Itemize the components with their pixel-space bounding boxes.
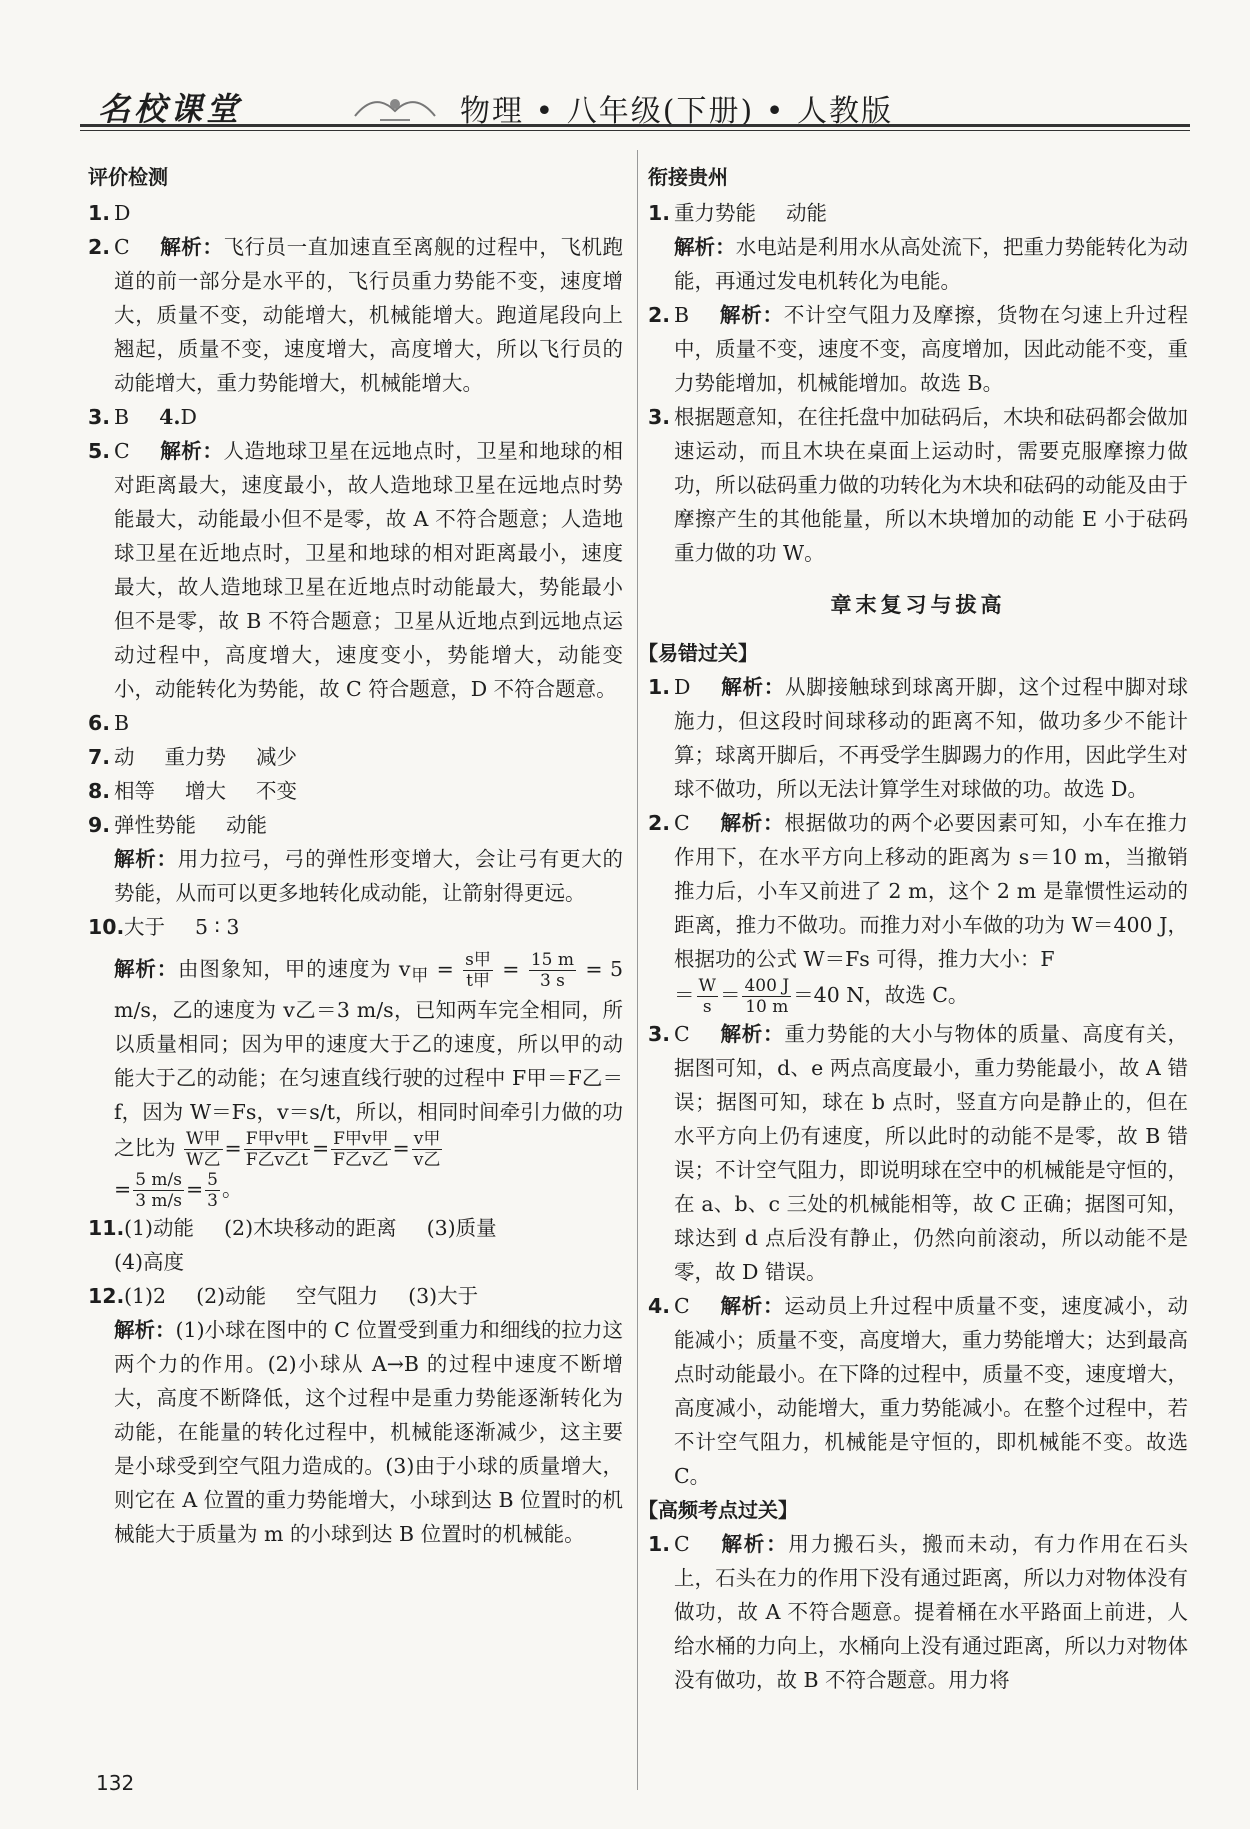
answer-item: 4. C 解析：运动员上升过程中质量不变，速度减小，动能减小；质量不变，高度增大，重力势能增大；达到最高点时动能最小。在下降的过程中，质量不变，速度增大，高度减小，动能增大，重力势能减小。在整个过程中，若不计空气阻力，机械能是守恒的，即机械能不变。故选 C。 bbox=[648, 1294, 1189, 1488]
explanation: 解析：用力拉弓，弓的弹性形变增大，会让弓有更大的势能，从而可以更多地转化成动能，让箭射得更远。 bbox=[114, 847, 624, 905]
answer-item: 10. 大于 5 ∶ 3 bbox=[88, 915, 240, 939]
answer-item: 1. C 解析：用力搬石头，搬而未动，有力作用在石头上，石头在力的作用下没有通过距离，所以力对物体没有做功，故 A 不符合题意。提着桶在水平路面上前进，人给水桶的力向上，水桶向上没有通过距离，所以力对物体没有做功，故 B 不符合题意。用力将 bbox=[648, 1532, 1188, 1692]
subsection-heading: 【易错过关】 bbox=[638, 641, 758, 665]
right-column bbox=[638, 160, 1189, 1697]
answer-item: 3. B 4.D bbox=[88, 405, 197, 429]
answer-item: 12. (1)2 (2)动能 空气阻力 (3)大于 bbox=[88, 1284, 479, 1309]
fraction: $\frac{\text{v甲}}{\text{v乙}}$ bbox=[413, 1129, 441, 1171]
fraction: $\frac{W}{s}$ bbox=[698, 976, 716, 1017]
fraction: $\frac{5 m/s}{3 m/s}$ bbox=[135, 1170, 182, 1212]
left-column bbox=[88, 160, 623, 1551]
answer-item: 1. D 解析：从脚接触球到球离开脚，这个过程中脚对球施力，但这段时间球移动的距离不知，做功多少不能计算；球离开脚后，不再受学生脚踢力的作用，因此学生对球不做功，所以无法计算学生对球做的功。故选 D。 bbox=[648, 675, 1189, 801]
column-divider bbox=[637, 150, 638, 1790]
fraction: $\frac{\text{s甲}}{\text{t甲}}$ bbox=[465, 950, 491, 991]
answer-item: 1. D bbox=[88, 201, 131, 225]
answer-item: 1. 重力势能 动能 bbox=[648, 201, 827, 225]
section-heading: 衔接贵州 bbox=[648, 165, 728, 189]
fraction: $\frac{\text{F甲v甲}}{\text{F乙v乙}}$ bbox=[333, 1129, 389, 1171]
header-title: 物理 • 八年级(下册) • 人教版 bbox=[460, 94, 893, 129]
fraction: $\frac{\text{W甲}}{\text{W乙}}$ bbox=[186, 1129, 221, 1171]
answer-item: 11. (1)动能 (2)木块移动的距离 (3)质量 bbox=[88, 1216, 497, 1241]
explanation: 解析：水电站是利用水从高处流下，把重力势能转化为动能，再通过发电机转化为电能。 bbox=[674, 235, 1188, 293]
section-heading: 评价检测 bbox=[88, 165, 168, 189]
header-rule bbox=[80, 124, 1190, 127]
answer-item: 3. C 解析：重力势能的大小与物体的质量、高度有关，据图可知，d、e 两点高度最小，重力势能最小，故 A 错误；据图可知，球在 b 点时，竖直方向是静止的，但在水平方向上仍有速度，所以此时的动能不是零，故 B 错误；不计空气阻力，即说明球在空中的机械能是守恒的，在 a、b、c 三处的机械能相等，故 C 正确；据图可知，球达到 d 点后没有静止，仍然向前滚动，所以动能不是零，故 D 错误。 bbox=[648, 1022, 1189, 1284]
fraction: $\frac{15 m}{3 s}$ bbox=[530, 950, 574, 991]
header-rule-thin bbox=[80, 130, 1190, 131]
fraction: $\frac{400 J}{10 m}$ bbox=[744, 976, 790, 1017]
subsection-heading: 【高频考点过关】 bbox=[638, 1498, 798, 1522]
chapter-title: 章末复习与拔高 bbox=[830, 592, 1006, 617]
answer-item: 8. 相等 增大 不变 bbox=[88, 779, 297, 803]
answer-item: 6. B bbox=[88, 711, 130, 735]
fraction: $\frac{\text{F甲v甲t}}{\text{F乙v乙t}}$ bbox=[245, 1129, 308, 1171]
brand-logo: 名校课堂 bbox=[98, 90, 243, 128]
explanation: 解析：(1)小球在图中的 C 位置受到重力和细线的拉力这两个力的作用。(2)小球从 A→B 的过程中速度不断增大，高度不断降低，这个过程中是重力势能逐渐转化为动能，在能量的转化过程中，机械能逐渐减少，这主要是小球受到空气阻力造成的。(3)由于小球的质量增大，则它在 A 位置的重力势能增大，小球到达 B 位置时的机械能大于质量为 m 的小球到达 B 位置时的机械能。 bbox=[114, 1318, 623, 1547]
answer-item: 5. C 解析：人造地球卫星在远地点时，卫星和地球的相对距离最大，速度最小，故人造地球卫星在远地点时势能最大，动能最小但不是零，故 A 不符合题意；人造地球卫星在近地点时，卫星和地球的相对距离最小，速度最大，故人造地球卫星在近地点时动能最大，势能最小但不是零，故 B 不符合题意；卫星从近地点到远地点运动过程中，高度增大，速度变小，势能增大，动能变小，动能转化为势能，故 C 符合题意，D 不符合题意。 bbox=[88, 439, 624, 701]
ornament-icon bbox=[350, 86, 440, 126]
answer-item: 2. C 解析：根据做功的两个必要因素可知，小车在推力作用下，在水平方向上移动的距离为 s＝10 m，当撤销推力后，小车又前进了 2 m，这个 2 m 是靠惯性运动的距离，推力不做功。而推力对小车做的功为 W＝400 J，根据功的公式 W＝Fs 可得，推力大小：F ＝ $\frac{W}{s}$ ＝ $\frac{400 J}{10 m}$ ＝40 N，故选 C。 bbox=[648, 811, 1189, 1017]
answer-item: 9. 弹性势能 动能 bbox=[88, 813, 267, 837]
answer-item: 3. 根据题意知，在往托盘中加砝码后，木块和砝码都会做加速运动，而且木块在桌面上运动时，需要克服摩擦力做功，所以砝码重力做的功转化为木块和砝码的动能及由于摩擦产生的其他能量，所以木块增加的动能 E 小于砝码重力做的功 W。 bbox=[648, 405, 1188, 565]
answer-item: 2. B 解析：不计空气阻力及摩擦，货物在匀速上升过程中，质量不变，速度不变，高度增加，因此动能不变，重力势能增加，机械能增加。故选 B。 bbox=[648, 303, 1189, 395]
page-header bbox=[80, 72, 1190, 132]
answer-item: 7. 动 重力势 减少 bbox=[88, 745, 297, 769]
explanation: 解析：由图象知，甲的速度为 $v_甲$ = $\frac{\text{s甲}}{\text{t甲}}$ = $\frac{15 m}{3 s}$ = 5 m/s，乙的速度为 v乙＝3 m/s，已知两车完全相同，所以质量相同；因为甲的速度大于乙的速度，所以甲的动能大于乙的动能；在匀速直线行驶的过程中 F甲＝F乙＝f，因为 W＝Fs，v＝s/t，所以，相同时间牵引力做的功之比为 $\frac{\text{W甲}}{\text{W乙}}$ = $\frac{\text{F甲v甲t}}{\text{F乙v乙t}}$ = $\frac{\text{F甲v甲}}{\text{F乙v乙}}$ = $\frac{\text{v甲}}{\text{v乙}}$ = $\frac{5 m/s}{3 m/s}$ = $\frac{5}{3}$ 。 bbox=[114, 950, 623, 1212]
page-number: 132 bbox=[96, 1771, 135, 1795]
fraction: $\frac{5}{3}$ bbox=[207, 1170, 218, 1212]
answer-item: 2. C 解析：飞行员一直加速直至离舰的过程中，飞机跑道的前一部分是水平的，飞行员重力势能不变，速度增大，质量不变，动能增大，机械能增大。跑道尾段向上翘起，质量不变，速度增大，高度增大，所以飞行员的动能增大，重力势能增大，机械能增大。 bbox=[88, 235, 624, 395]
answer-continuation: (4)高度 bbox=[114, 1250, 185, 1275]
